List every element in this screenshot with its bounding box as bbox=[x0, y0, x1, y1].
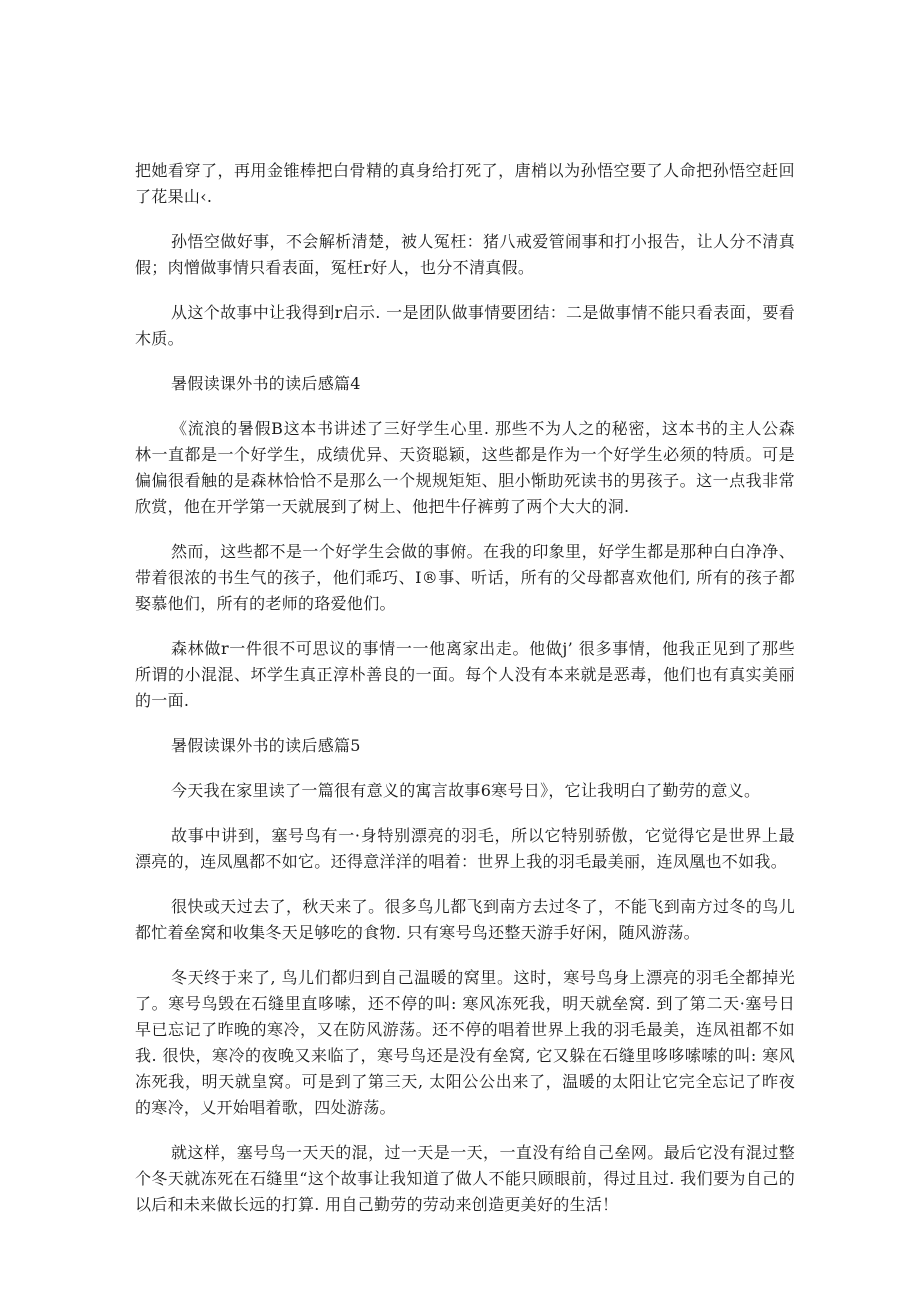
paragraph: 《流浪的暑假B这本书讲述了三好学生心里. 那些不为人之的秘密，这本书的主人公森林一直都是一个好学生，成绩优异、天资聪颖，这些都是作为一个好学生必须的特质。可是偏偏很看触的是森林恰恰不是那么一个规规矩矩、胆小惭助死读书的男孩子。这一点我非常欣赏，他在开学第一天就展到了树上、他把牛仔裤剪了两个大大的洞. bbox=[135, 419, 795, 516]
paragraph: 森林做r一件很不可思议的事情一一他离家出走。他做j’ 很多事情，他我正见到了那些所谓的小混混、坏学生真正淳朴善良的一面。每个人没有本来就是恶毒，他们也有真实美丽的一面. bbox=[135, 639, 795, 710]
paragraph: 孙悟空做好事，不会解析清楚，被人冤枉：猪八戒爱管闹事和打小报告，让人分不清真假；肉憎做事情只看表面，冤枉r好人，也分不清真假。 bbox=[135, 232, 795, 277]
section-heading: 暑假读课外书的读后感篇5 bbox=[171, 736, 361, 755]
paragraph: 从这个故事中让我得到r启示. 一是团队做事情要团结：二是做事情不能只看表面，要看木质。 bbox=[135, 303, 795, 348]
paragraph: 今天我在家里读了一篇很有意义的寓言故事6寒号日》，它让我明白了勤劳的意义。 bbox=[171, 781, 761, 800]
document-body bbox=[135, 158, 795, 1237]
section-heading: 暑假读课外书的读后感篇4 bbox=[171, 374, 361, 393]
paragraph: 就这样，塞号鸟一天天的混，过一天是一天，一直没有给自己垒网。最后它没有混过整个冬天就冻死在石缝里“这个故事让我知道了做人不能只顾眼前，得过且过. 我们要为自己的以后和未来做长远的打算. 用自己勤劳的劳动来创造更美好的生活！ bbox=[135, 1143, 795, 1214]
paragraph: 很快或天过去了，秋天来了。很多鸟儿都飞到南方去过冬了，不能飞到南方过冬的鸟儿都忙着垒窝和收集冬天足够吃的食物. 只有寒号鸟还整天游手好闲，随风游荡。 bbox=[135, 897, 795, 942]
paragraph: 然而，这些都不是一个好学生会做的事俯。在我的印象里，好学生都是那种白白净净、带着很浓的书生气的孩子，他们乖巧、I®事、听话，所有的父母都喜欢他们, 所有的孩子都娶慕他们，所有的老师的珞爱他们。 bbox=[135, 542, 795, 613]
paragraph: 冬天终于来了, 鸟儿们都归到自己温暖的窝里。这时，寒号鸟身上漂亮的羽毛全都掉光了。寒号鸟毁在石缝里直哆嗦，还不停的叫: 寒风冻死我，明天就垒窝. 到了第二天·塞号日早已忘记了昨晚的寒冷，又在防风游荡。还不停的唱着世界上我的羽毛最美，连凤祖都不如我. 很快，寒冷的夜晚又来临了，寒号鸟还是没有垒窝, 它又躲在石缝里哆哆嗦嗦的叫: 寒风冻死我，明天就皇窝。可是到了第三天, 太阳公公出来了，温暖的太阳让它完全忘记了昨夜的寒冷，乂开始唱着歌，四处游荡。 bbox=[135, 968, 795, 1117]
paragraph: 把她看穿了，再用金锥棒把白骨精的真身给打死了，唐梢以为孙悟空要了人命把孙悟空赶回了花果山‹. bbox=[135, 161, 795, 206]
paragraph: 故事中讲到，塞号鸟有一·身特别漂亮的羽毛，所以它特别骄傲，它觉得它是世界上最漂亮的，连凤凰都不如它。还得意洋洋的唱着：世界上我的羽毛最美丽，连凤凰也不如我。 bbox=[135, 826, 795, 871]
